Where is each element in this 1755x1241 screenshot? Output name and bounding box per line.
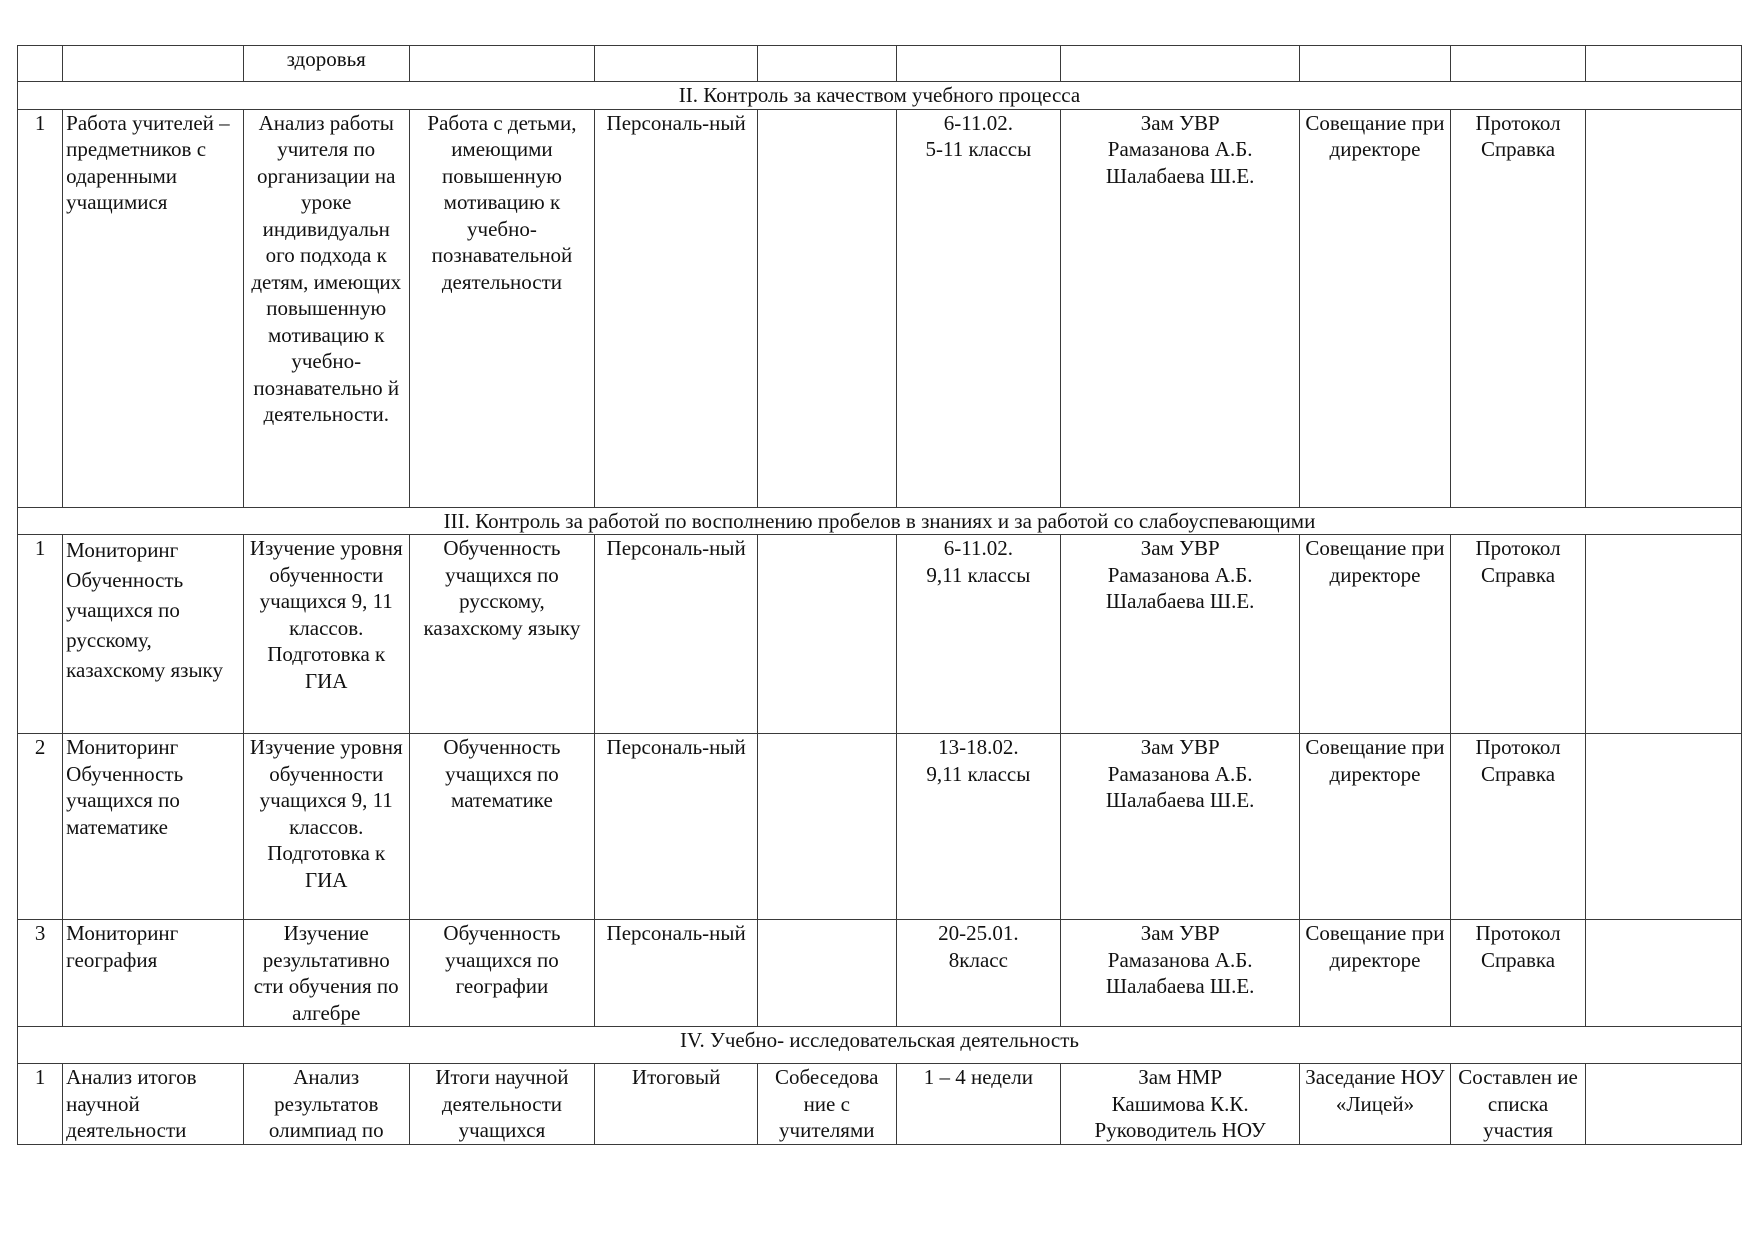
cell-responsible: Зам УВР Рамазанова А.Б. Шалабаева Ш.Е. [1061,920,1300,1027]
cell-topic: Мониторинг Обученность учащихся по математике [63,734,244,920]
cell-note [1586,535,1742,734]
cell-goal: Анализ работы учителя по организации на уроке индивидуальн ого подхода к детям, имеющих повышенную мотивацию к учебно-познавательно й деятельности. [243,109,409,507]
cell-num: 2 [18,734,63,920]
cell-type: Персональ-ный [595,920,758,1027]
cell-object: Обученность учащихся по русскому, казахскому языку [409,535,595,734]
cell-method [757,920,896,1027]
cell-object: Работа с детьми, имеющими повышенную мотивацию к учебно-познавательной деятельности [409,109,595,507]
cell-goal: здоровья [243,46,409,82]
cell-review: Совещание при директоре [1300,535,1451,734]
cell-result [1450,46,1586,82]
cell-num: 1 [18,109,63,507]
cell-topic [63,46,244,82]
cell-responsible: Зам УВР Рамазанова А.Б. Шалабаева Ш.Е. [1061,734,1300,920]
cell-note [1586,734,1742,920]
cell-result: Составлен ие списка участия [1450,1064,1586,1145]
cell-topic: Мониторинг Обученность учащихся по русскому, казахскому языку [63,535,244,734]
cell-type [595,46,758,82]
cell-num: 3 [18,920,63,1027]
cell-topic: Анализ итогов научной деятельности [63,1064,244,1145]
cell-dates: 20-25.01. 8класс [896,920,1061,1027]
cell-goal: Изучение результативно сти обучения по алгебре [243,920,409,1027]
cell-object: Итоги научной деятельности учащихся [409,1064,595,1145]
cell-note [1586,46,1742,82]
section-header-row [18,82,1742,110]
cell-method [757,535,896,734]
cell-object: Обученность учащихся по географии [409,920,595,1027]
cell-result: Протокол Справка [1450,920,1586,1027]
section-header-row [18,507,1742,535]
cell-goal: Изучение уровня обученности учащихся 9, 11 классов. Подготовка к ГИА [243,734,409,920]
cell-responsible: Зам УВР Рамазанова А.Б. Шалабаева Ш.Е. [1061,535,1300,734]
cell-type: Персональ-ный [595,734,758,920]
cell-topic: Работа учителей – предметников с одаренными учащимися [63,109,244,507]
cell-num: 1 [18,535,63,734]
cell-num [18,46,63,82]
table-row [18,920,1742,1027]
table-row [18,109,1742,507]
cell-result: Протокол Справка [1450,109,1586,507]
cell-topic: Мониторинг география [63,920,244,1027]
section-title: IV. Учебно- исследовательская деятельность [18,1027,1742,1064]
cell-review: Совещание при директоре [1300,109,1451,507]
cell-review [1300,46,1451,82]
cell-type: Персональ-ный [595,109,758,507]
cell-object [409,46,595,82]
cell-method [757,46,896,82]
cell-dates: 1 – 4 недели [896,1064,1061,1145]
cell-goal: Анализ результатов олимпиад по [243,1064,409,1145]
cell-dates: 6-11.02. 9,11 классы [896,535,1061,734]
cell-num: 1 [18,1064,63,1145]
cell-method [757,734,896,920]
cell-goal: Изучение уровня обученности учащихся 9, 11 классов. Подготовка к ГИА [243,535,409,734]
cell-method [757,109,896,507]
control-plan-table [17,45,1742,1145]
cell-review: Совещание при директоре [1300,920,1451,1027]
section-title: III. Контроль за работой по восполнению пробелов в знаниях и за работой со слабоуспевающими [18,507,1742,535]
cell-responsible: Зам НМР Кашимова К.К. Руководитель НОУ [1061,1064,1300,1145]
cell-dates: 6-11.02. 5-11 классы [896,109,1061,507]
cell-type: Итоговый [595,1064,758,1145]
cell-dates [896,46,1061,82]
cell-responsible: Зам УВР Рамазанова А.Б. Шалабаева Ш.Е. [1061,109,1300,507]
cell-dates: 13-18.02. 9,11 классы [896,734,1061,920]
cell-review: Совещание при директоре [1300,734,1451,920]
cell-responsible [1061,46,1300,82]
table-row [18,535,1742,734]
section-title: II. Контроль за качеством учебного процесса [18,82,1742,110]
cell-result: Протокол Справка [1450,535,1586,734]
cell-note [1586,109,1742,507]
cell-note [1586,920,1742,1027]
cell-result: Протокол Справка [1450,734,1586,920]
table-row [18,1064,1742,1145]
cell-review: Заседание НОУ «Лицей» [1300,1064,1451,1145]
cell-object: Обученность учащихся по математике [409,734,595,920]
cell-type: Персональ-ный [595,535,758,734]
cell-note [1586,1064,1742,1145]
table-row [18,46,1742,82]
cell-method: Собеседова ние с учителями [757,1064,896,1145]
section-header-row [18,1027,1742,1064]
table-row [18,734,1742,920]
